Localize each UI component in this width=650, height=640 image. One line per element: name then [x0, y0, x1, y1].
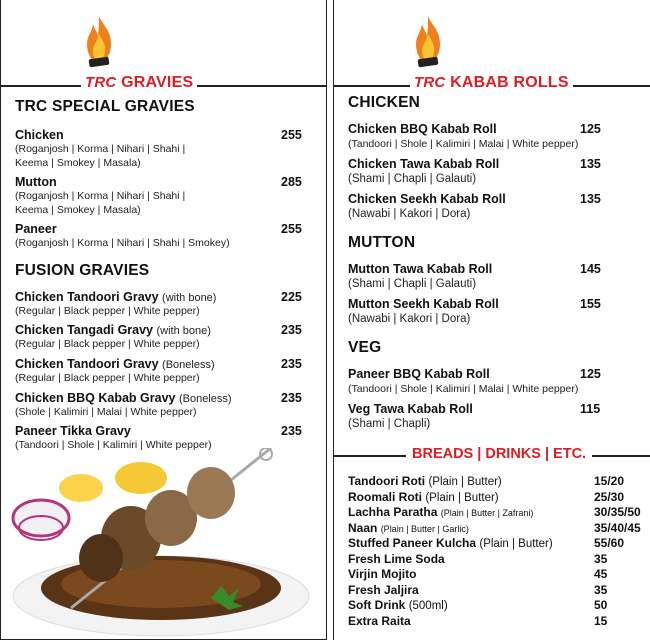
item-option: (Plain | Butter) — [479, 538, 553, 550]
item-option: (with bone) — [162, 292, 217, 304]
rolls-panel — [333, 0, 650, 640]
item-option: (500ml) — [408, 600, 448, 612]
bread-drink-row — [348, 614, 650, 629]
item-name — [15, 222, 230, 236]
item-name — [15, 424, 212, 438]
section-title: VEG — [348, 339, 382, 356]
item-name — [348, 583, 419, 597]
item-name — [348, 614, 411, 628]
item-name-text: Paneer — [15, 222, 57, 236]
item-price: 145 — [580, 262, 601, 276]
item-variants: Keema | Smokey | Masala) — [15, 157, 141, 169]
item-price: 235 — [281, 357, 302, 371]
item-name-text: Extra Raita — [348, 613, 411, 628]
menu-item — [348, 402, 473, 431]
menu-item — [348, 262, 492, 291]
item-price: 45 — [594, 567, 608, 581]
item-price: 285 — [281, 175, 302, 189]
bread-drink-row — [348, 598, 650, 613]
bread-drink-row — [348, 474, 650, 489]
brand-name: KABAB ROLLS — [450, 74, 569, 91]
item-price: 25/30 — [594, 489, 625, 504]
item-name-text: Virjin Mojito — [348, 567, 417, 581]
item-price: 55/60 — [594, 536, 625, 550]
item-name: Mutton Tawa Kabab Roll — [348, 262, 493, 276]
rolls-brand — [410, 74, 573, 92]
item-price: 30/35/50 — [594, 505, 641, 519]
item-option: (Plain | Butter | Zafrani) — [440, 508, 534, 518]
item-price: 225 — [281, 290, 302, 304]
item-name-text: Fresh Jaljira — [348, 582, 419, 597]
item-price: 125 — [580, 367, 601, 381]
item-price: 15/20 — [594, 474, 625, 488]
brand-trc: TRC — [85, 74, 117, 91]
item-variants: (Shole | Kalimiri | Malai | White pepper) — [15, 406, 197, 418]
menu-item — [15, 391, 232, 419]
item-price: 135 — [580, 192, 601, 206]
menu-item — [348, 297, 499, 326]
item-name — [348, 490, 499, 504]
item-price: 255 — [281, 128, 302, 142]
food-photo — [11, 448, 311, 638]
breads-title: BREADS | DRINKS | ETC. — [406, 446, 592, 462]
item-name-text: Chicken Tandoori Gravy — [15, 290, 159, 304]
item-name — [348, 505, 533, 519]
item-name-text: Stuffed Paneer Kulcha — [348, 536, 477, 550]
item-option: (Boneless) — [162, 359, 215, 371]
item-name — [15, 323, 211, 337]
item-name-text: Chicken Tangadi Gravy — [15, 323, 154, 337]
item-name — [15, 391, 232, 405]
brand-trc: TRC — [414, 74, 446, 91]
item-name: Veg Tawa Kabab Roll — [348, 402, 473, 416]
brand-name: GRAVIES — [121, 74, 194, 91]
item-name-text: Roomali Roti — [348, 489, 422, 504]
item-option: (with bone) — [156, 325, 211, 337]
item-name — [15, 175, 185, 189]
menu-item — [348, 367, 578, 396]
item-name — [348, 567, 416, 581]
item-name-text: Chicken Tandoori Gravy — [15, 357, 159, 371]
item-price: 115 — [580, 402, 601, 416]
item-name: Paneer BBQ Kabab Roll — [348, 367, 490, 381]
bread-drink-row — [348, 583, 650, 598]
item-name — [348, 552, 445, 566]
item-name — [348, 521, 469, 535]
item-price: 35/40/45 — [594, 520, 641, 535]
item-price: 35 — [594, 582, 608, 597]
item-variants: Keema | Smokey | Masala) — [15, 204, 141, 216]
item-price: 235 — [281, 323, 302, 337]
item-price: 35 — [594, 551, 608, 566]
item-name: Chicken Seekh Kabab Roll — [348, 192, 506, 206]
item-option: (Plain | Butter | Garlic) — [380, 523, 469, 534]
gravies-brand — [81, 74, 197, 92]
item-name — [15, 290, 216, 304]
item-price: 50 — [594, 598, 608, 612]
bread-drink-row — [348, 521, 650, 536]
item-price: 235 — [281, 391, 302, 405]
item-option: (Plain | Butter) — [425, 491, 499, 504]
item-variants: (Shami | Chapli) — [348, 418, 431, 430]
item-price: 155 — [580, 297, 601, 311]
item-name: Chicken Tawa Kabab Roll — [348, 157, 500, 171]
menu-item — [15, 175, 185, 217]
item-price: 15 — [594, 613, 608, 628]
bread-drink-row — [348, 567, 650, 582]
menu-item — [348, 122, 578, 151]
item-name — [15, 357, 215, 371]
item-name: Mutton Seekh Kabab Roll — [348, 297, 499, 311]
item-name-text: Tandoori Roti — [348, 474, 426, 488]
gravies-logo-row — [1, 0, 326, 96]
item-option: (Plain | Butter) — [428, 476, 502, 488]
item-name — [15, 128, 185, 142]
item-variants: (Tandoori | Shole | Kalimiri | Malai | White pepper) — [348, 383, 579, 395]
item-name — [348, 474, 502, 488]
item-name-text: Lachha Paratha — [348, 505, 438, 519]
menu-item — [348, 192, 506, 221]
item-name-text: Mutton — [15, 175, 57, 189]
menu-item — [15, 128, 185, 170]
item-name-text: Paneer Tikka Gravy — [15, 424, 131, 438]
item-variants: (Regular | Black pepper | White pepper) — [15, 305, 200, 317]
item-name-text: Chicken BBQ Kabab Gravy — [15, 391, 176, 405]
flame-icon — [410, 14, 446, 70]
item-name-text: Fresh Lime Soda — [348, 551, 445, 566]
item-variants: (Roganjosh | Korma | Nihari | Shahi | — [15, 190, 186, 202]
item-name — [348, 536, 553, 550]
section-title: FUSION GRAVIES — [15, 262, 150, 279]
menu-item — [15, 222, 230, 250]
item-variants: (Regular | Black pepper | White pepper) — [15, 338, 200, 350]
bread-drink-row — [348, 552, 650, 567]
item-variants: (Shami | Chapli | Galauti) — [348, 173, 477, 185]
item-price: 235 — [281, 424, 302, 438]
item-variants: (Nawabi | Kakori | Dora) — [348, 208, 471, 220]
item-variants: (Regular | Black pepper | White pepper) — [15, 372, 200, 384]
section-title: CHICKEN — [348, 94, 421, 111]
item-name-text: Naan — [348, 520, 378, 535]
menu-item — [348, 157, 499, 186]
item-variants: (Tandoori | Shole | Kalimiri | White pepper) — [15, 439, 212, 451]
item-name-text: Chicken — [15, 128, 64, 142]
bread-drink-row — [348, 505, 650, 520]
section-title: TRC SPECIAL GRAVIES — [15, 98, 195, 115]
item-price: 125 — [580, 122, 601, 136]
section-title: MUTTON — [348, 234, 416, 251]
item-price: 255 — [281, 222, 302, 236]
item-name: Chicken BBQ Kabab Roll — [348, 122, 497, 136]
item-variants: (Nawabi | Kakori | Dora) — [348, 313, 471, 325]
bread-drink-row — [348, 536, 650, 551]
rolls-logo-row — [334, 0, 650, 96]
item-variants: (Tandoori | Shole | Kalimiri | Malai | White pepper) — [348, 138, 579, 150]
menu-item — [15, 323, 211, 351]
item-variants: (Roganjosh | Korma | Nihari | Shahi | Smokey) — [15, 237, 230, 249]
item-variants: (Shami | Chapli | Galauti) — [348, 278, 477, 290]
item-option: (Boneless) — [178, 393, 232, 405]
menu-item — [15, 357, 215, 385]
flame-icon — [81, 14, 117, 70]
bread-drink-row — [348, 490, 650, 505]
item-name-text: Soft Drink — [348, 598, 406, 612]
item-price: 135 — [580, 157, 601, 171]
menu-item — [15, 290, 216, 318]
item-name — [348, 598, 448, 612]
item-variants: (Roganjosh | Korma | Nihari | Shahi | — [15, 143, 186, 155]
